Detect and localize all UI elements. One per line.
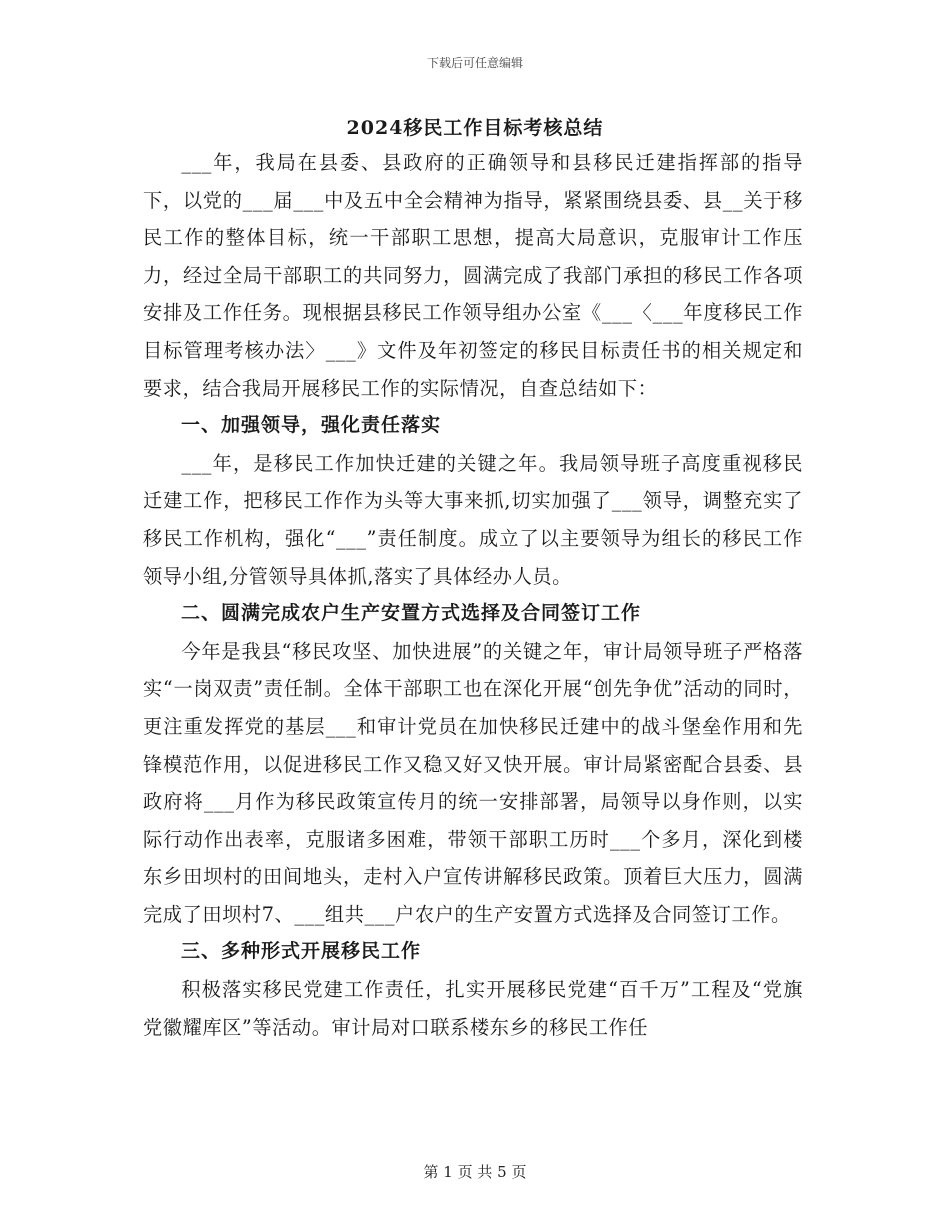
header-note: 下载后可任意编辑: [426, 56, 523, 70]
section-3-paragraph: 积极落实移民党建工作责任，扎实开展移民党建“百千万”工程及“党旗党徽耀库区”等活动。审计局对口联系楼东乡的移民工作任: [143, 978, 803, 1039]
section-1-paragraph: ___年，是移民工作加快迁建的关键之年。我局领导班子高度重视移民迁建工作，把移民工作作为头等大事来抓,切实加强了___领导，调整充实了移民工作机构，强化“___”责任制度。成立了以主要领导为组长的移民工作领导小组,分管领导具体抓,落实了具体经办人员。: [143, 451, 803, 588]
section-2-heading: 二、圆满完成农户生产安置方式选择及合同签订工作: [181, 602, 642, 625]
section-3-heading: 三、多种形式开展移民工作: [181, 940, 422, 963]
intro-paragraph: ___年，我局在县委、县政府的正确领导和县移民迁建指挥部的指导下，以党的___届___中及五中全会精神为指导，紧紧围绕县委、县__关于移民工作的整体目标，统一干部职工思想，提高大局意识，克服审计工作压力，经过全局干部职工的共同努力，圆满完成了我部门承担的移民工作各项安排及工作任务。现根据县移民工作领导组办公室《___〈___年度移民工作目标管理考核办法〉___》文件及年初签定的移民目标责任书的相关规定和要求，结合我局开展移民工作的实际情况，自查总结如下：: [143, 151, 803, 400]
document-title: 2024移民工作目标考核总结: [346, 117, 604, 139]
section-2-paragraph: 今年是我县“移民攻坚、加快进展”的关键之年，审计局领导班子严格落实“一岗双责”责任制。全体干部职工也在深化开展“创先争优”活动的同时，更注重发挥党的基层___和审计党员在加快移民迁建中的战斗堡垒作用和先锋模范作用，以促进移民工作又稳又好又快开展。审计局紧密配合县委、县政府将___月作为移民政策宣传月的统一安排部署，局领导以身作则，以实际行动作出表率，克服诸多困难，带领干部职工历时___个多月，深化到楼东乡田坝村的田间地头，走村入户宣传讲解移民政策。顶着巨大压力，圆满完成了田坝村7、___组共___户农户的生产安置方式选择及合同签订工作。: [143, 639, 803, 926]
document-body: [143, 144, 803, 1046]
section-1-heading: 一、加强领导，强化责任落实: [181, 414, 442, 437]
page-footer: 第 1 页 共 5 页: [423, 1163, 527, 1181]
